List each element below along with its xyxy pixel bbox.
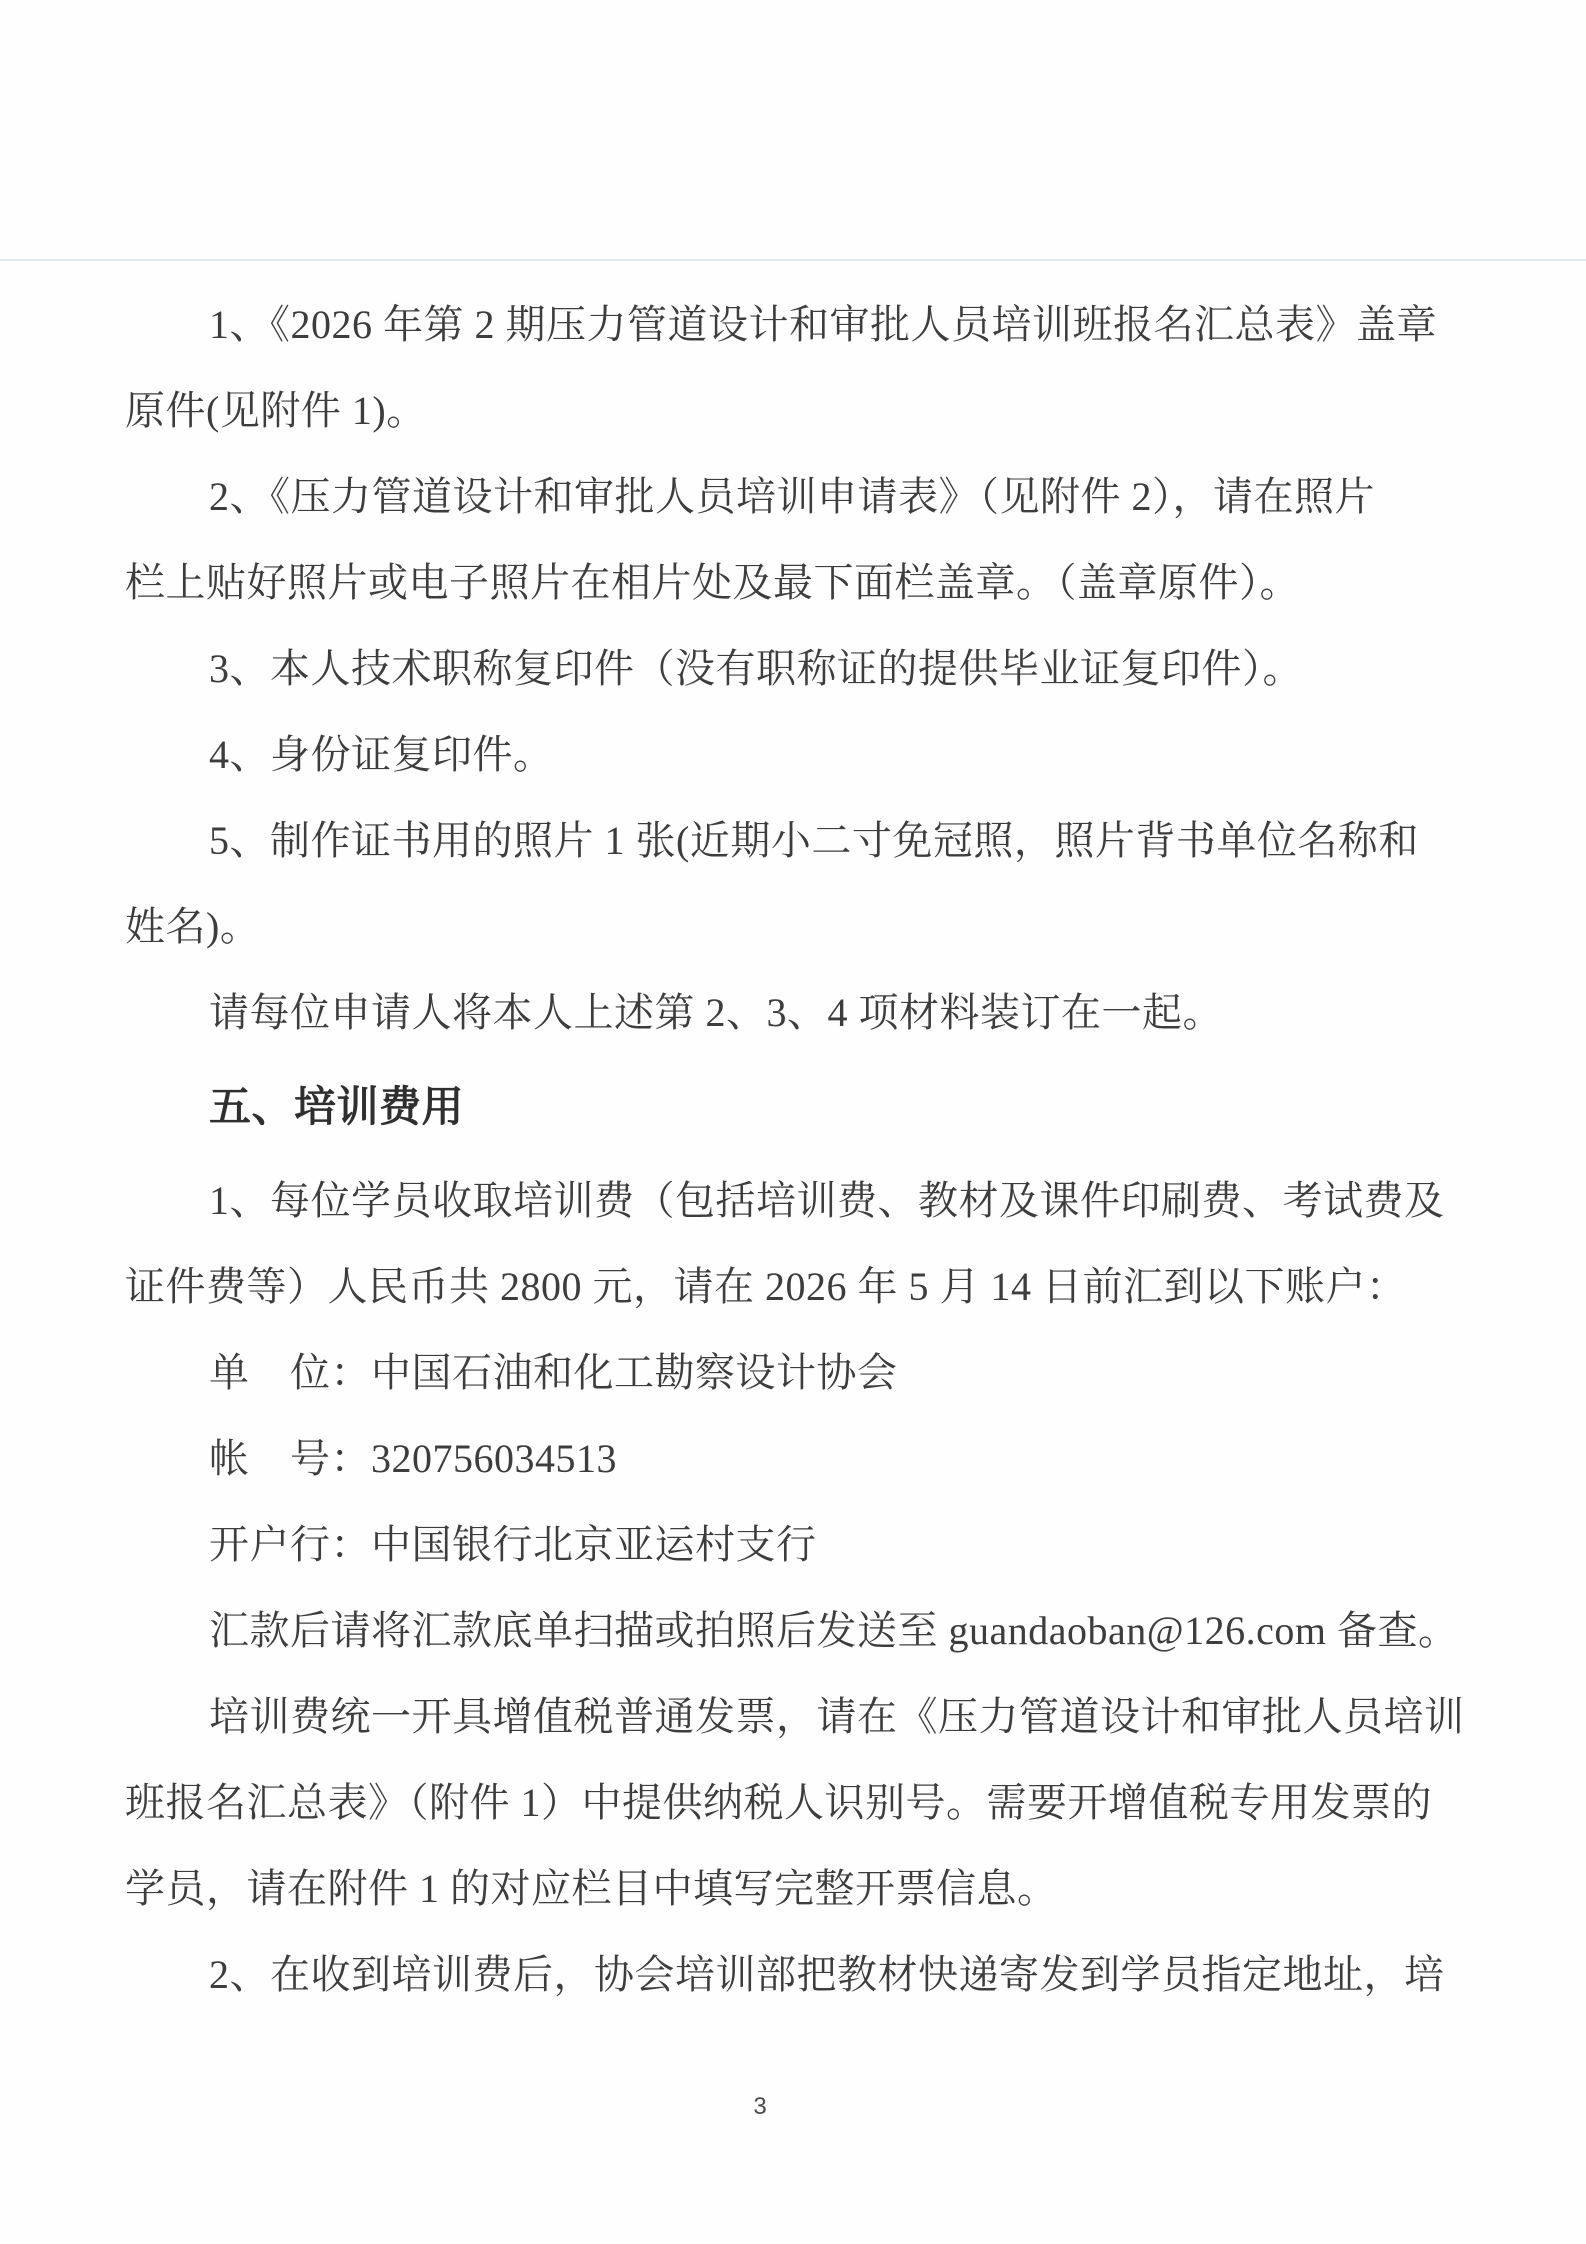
text-line: 帐 号：320756034513	[209, 1436, 617, 1481]
text-line: 栏上贴好照片或电子照片在相片处及最下面栏盖章。（盖章原件）。	[125, 560, 1300, 605]
text-line: 学员，请在附件 1 的对应栏目中填写完整开票信息。	[125, 1866, 1058, 1911]
document-lines	[125, 282, 1471, 2018]
text-line: 培训费统一开具增值税普通发票，请在《压力管道设计和审批人员培训	[209, 1694, 1465, 1739]
section-heading: 五、培训费用	[209, 1083, 465, 1130]
text-line: 3、本人技术职称复印件（没有职称证的提供毕业证复印件）。	[209, 646, 1303, 691]
text-line: 1、每位学员收取培训费（包括培训费、教材及课件印刷费、考试费及	[209, 1178, 1445, 1223]
page-number: 3	[753, 2093, 767, 2120]
text-line: 班报名汇总表》（附件 1）中提供纳税人识别号。需要开增值税专用发票的	[125, 1780, 1432, 1825]
text-line: 单 位：中国石油和化工勘察设计协会	[209, 1350, 898, 1395]
text-line: 证件费等）人民币共 2800 元，请在 2026 年 5 月 14 日前汇到以下账户：	[125, 1264, 1407, 1309]
text-line: 2、在收到培训费后，协会培训部把教材快递寄发到学员指定地址，培	[209, 1952, 1445, 1997]
text-line: 1、《2026 年第 2 期压力管道设计和审批人员培训班报名汇总表》盖章	[209, 302, 1437, 347]
text-line: 开户行：中国银行北京亚运村支行	[209, 1522, 817, 1567]
scan-seam-line	[0, 259, 1586, 261]
text-line: 姓名)。	[125, 904, 261, 949]
text-line: 4、身份证复印件。	[209, 732, 554, 777]
text-line: 原件(见附件 1)。	[125, 388, 427, 433]
text-line: 2、《压力管道设计和审批人员培训申请表》（见附件 2），请在照片	[209, 474, 1375, 519]
text-line: 5、制作证书用的照片 1 张(近期小二寸免冠照，照片背书单位名称和	[209, 818, 1419, 863]
text-line: 汇款后请将汇款底单扫描或拍照后发送至 guandaoban@126.com 备查。	[209, 1608, 1459, 1653]
text-line: 请每位申请人将本人上述第 2、3、4 项材料装订在一起。	[209, 990, 1223, 1035]
